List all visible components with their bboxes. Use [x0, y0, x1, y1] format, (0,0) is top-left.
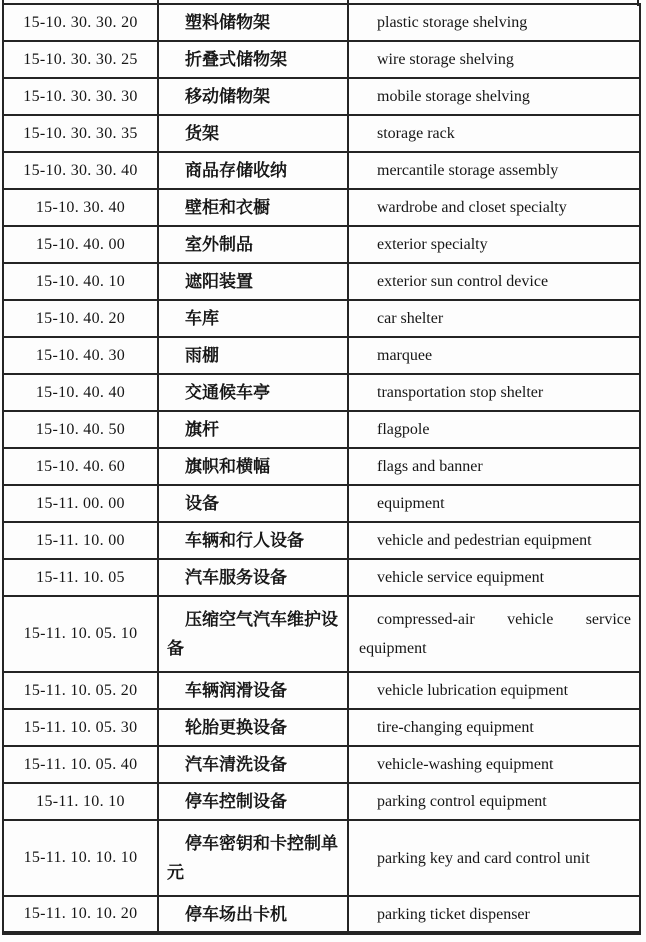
chinese-term-cell: 旗杆: [158, 411, 348, 448]
english-term-cell: mobile storage shelving: [348, 78, 640, 115]
classification-code-cell: 15-10. 40. 10: [3, 263, 158, 300]
chinese-term-cell: 交通候车亭: [158, 374, 348, 411]
classification-code-cell: 15-10. 40. 00: [3, 226, 158, 263]
chinese-term-cell: 折叠式储物架: [158, 41, 348, 78]
table-row: [3, 559, 640, 596]
english-term-cell: marquee: [348, 337, 640, 374]
classification-code-cell: 15-10. 30. 30. 30: [3, 78, 158, 115]
table-row: [3, 596, 640, 672]
table-row: [3, 152, 640, 189]
classification-code-cell: 15-10. 40. 30: [3, 337, 158, 374]
english-term-cell: wire storage shelving: [348, 41, 640, 78]
table-row: [3, 374, 640, 411]
english-term-cell: vehicle service equipment: [348, 559, 640, 596]
chinese-term-cell: 遮阳装置: [158, 263, 348, 300]
classification-code-cell: 15-11. 10. 10. 20: [3, 896, 158, 933]
table-row: [3, 4, 640, 41]
chinese-term-cell: 雨棚: [158, 337, 348, 374]
table-row: [3, 896, 640, 933]
english-term-cell: vehicle lubrication equipment: [348, 672, 640, 709]
chinese-term-cell: 壁柜和衣橱: [158, 189, 348, 226]
classification-code-cell: 15-10. 30. 40: [3, 189, 158, 226]
chinese-term-cell: 停车场出卡机: [158, 896, 348, 933]
english-term-cell: flagpole: [348, 411, 640, 448]
english-term-cell: flags and banner: [348, 448, 640, 485]
chinese-term-cell: 车库: [158, 300, 348, 337]
classification-code-cell: 15-11. 10. 05. 40: [3, 746, 158, 783]
english-term-cell: tire-changing equipment: [348, 709, 640, 746]
chinese-term-cell: 车辆和行人设备: [158, 522, 348, 559]
classification-code-cell: 15-10. 30. 30. 40: [3, 152, 158, 189]
classification-code-cell: 15-10. 40. 20: [3, 300, 158, 337]
classification-code-cell: 15-11. 10. 05: [3, 559, 158, 596]
table-row: [3, 746, 640, 783]
table-row: [3, 115, 640, 152]
english-term-cell: exterior specialty: [348, 226, 640, 263]
english-term-cell: car shelter: [348, 300, 640, 337]
english-term-cell: parking control equipment: [348, 783, 640, 820]
english-term-cell: exterior sun control device: [348, 263, 640, 300]
table-row: [3, 337, 640, 374]
classification-code-cell: 15-10. 30. 30. 20: [3, 4, 158, 41]
chinese-term-cell: 塑料储物架: [158, 4, 348, 41]
english-term-cell: parking ticket dispenser: [348, 896, 640, 933]
table-row: [3, 448, 640, 485]
table-row: [3, 709, 640, 746]
chinese-term-cell: 设备: [158, 485, 348, 522]
english-term-cell: transportation stop shelter: [348, 374, 640, 411]
english-term-cell: parking key and card control unit: [348, 820, 640, 896]
chinese-term-cell: 汽车清洗设备: [158, 746, 348, 783]
english-term-cell: equipment: [348, 485, 640, 522]
table-row: [3, 485, 640, 522]
table-row: [3, 672, 640, 709]
english-term-cell: wardrobe and closet specialty: [348, 189, 640, 226]
english-term-cell: compressed-air vehicle service equipment: [348, 596, 640, 672]
classification-code-cell: 15-10. 40. 50: [3, 411, 158, 448]
classification-code-cell: 15-10. 40. 60: [3, 448, 158, 485]
table-row: [3, 41, 640, 78]
chinese-term-cell: 停车控制设备: [158, 783, 348, 820]
english-term-cell: plastic storage shelving: [348, 4, 640, 41]
english-term-cell: storage rack: [348, 115, 640, 152]
table-row: [3, 783, 640, 820]
table-row: [3, 189, 640, 226]
english-term-cell: vehicle-washing equipment: [348, 746, 640, 783]
chinese-term-cell: 轮胎更换设备: [158, 709, 348, 746]
chinese-term-cell: 压缩空气汽车维护设备: [158, 596, 348, 672]
classification-code-cell: 15-11. 10. 10: [3, 783, 158, 820]
classification-code-cell: 15-11. 10. 05. 10: [3, 596, 158, 672]
chinese-term-cell: 旗帜和横幅: [158, 448, 348, 485]
table-row: [3, 78, 640, 115]
classification-code-cell: 15-11. 10. 10. 10: [3, 820, 158, 896]
table-row: [3, 226, 640, 263]
classification-code-cell: 15-11. 10. 05. 30: [3, 709, 158, 746]
chinese-term-cell: 车辆润滑设备: [158, 672, 348, 709]
table-row: [3, 411, 640, 448]
classification-code-cell: 15-11. 00. 00: [3, 485, 158, 522]
chinese-term-cell: 货架: [158, 115, 348, 152]
chinese-term-cell: 移动储物架: [158, 78, 348, 115]
classification-code-cell: 15-10. 30. 30. 35: [3, 115, 158, 152]
chinese-term-cell: 汽车服务设备: [158, 559, 348, 596]
classification-table-body: [3, 4, 640, 933]
english-term-cell: mercantile storage assembly: [348, 152, 640, 189]
chinese-term-cell: 停车密钥和卡控制单元: [158, 820, 348, 896]
table-row: [3, 820, 640, 896]
table-row: [3, 522, 640, 559]
classification-code-cell: 15-11. 10. 05. 20: [3, 672, 158, 709]
classification-table: [2, 3, 641, 935]
english-term-cell: vehicle and pedestrian equipment: [348, 522, 640, 559]
table-row: [3, 300, 640, 337]
classification-code-cell: 15-10. 30. 30. 25: [3, 41, 158, 78]
classification-code-cell: 15-10. 40. 40: [3, 374, 158, 411]
chinese-term-cell: 室外制品: [158, 226, 348, 263]
chinese-term-cell: 商品存储收纳: [158, 152, 348, 189]
classification-code-cell: 15-11. 10. 00: [3, 522, 158, 559]
table-row: [3, 263, 640, 300]
